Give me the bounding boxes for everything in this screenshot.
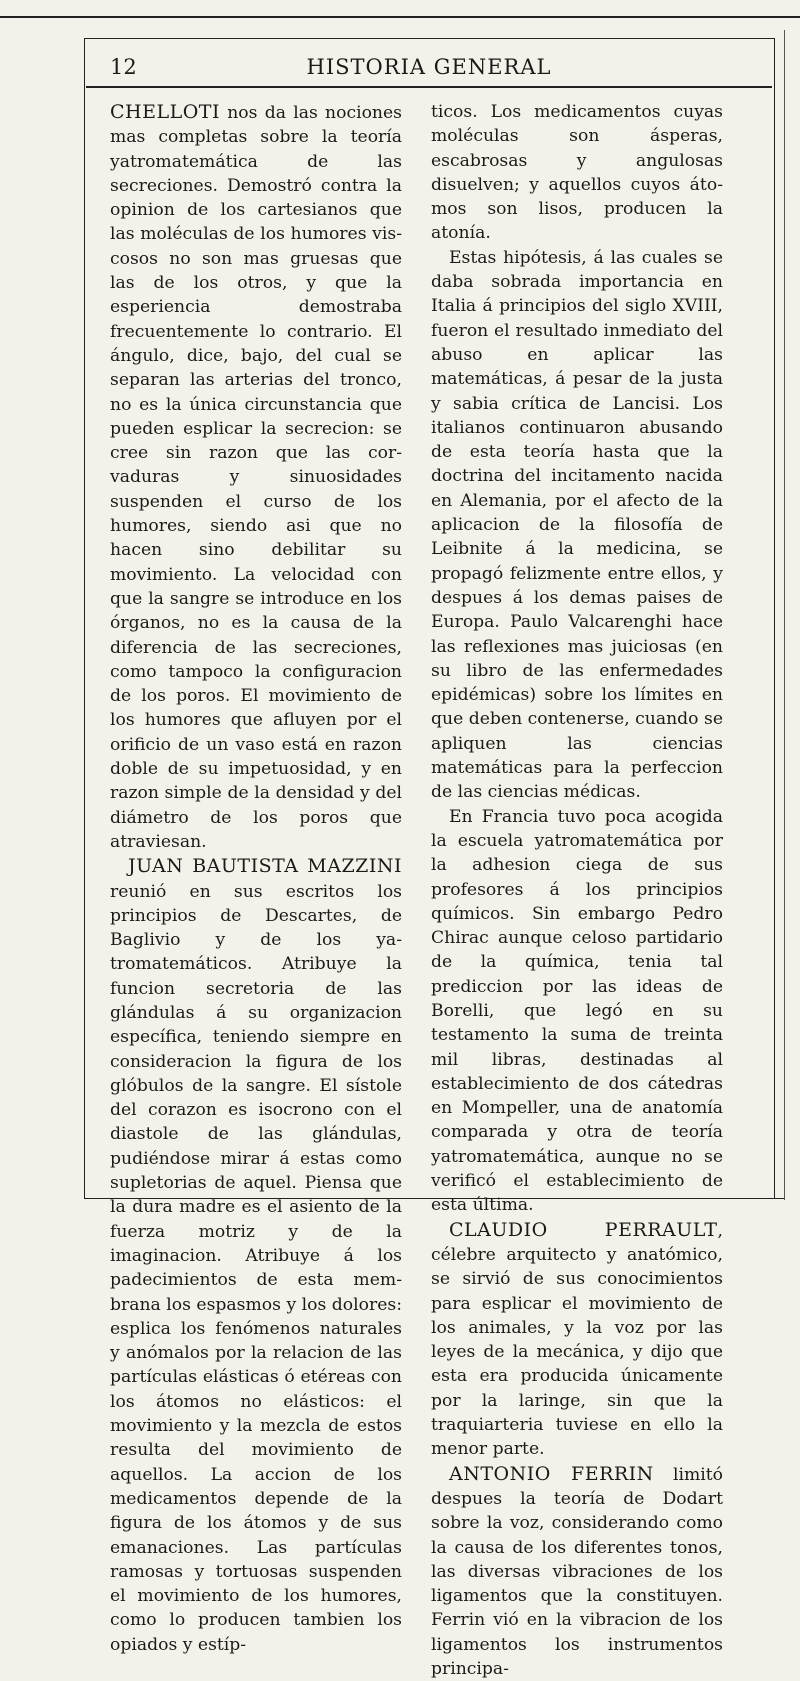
frame-right-line	[774, 38, 775, 1198]
right-column	[431, 100, 723, 1681]
person-name: CHELLOTI	[110, 101, 220, 123]
paragraph-chelloti	[110, 100, 402, 854]
running-title: HISTORIA GENERAL	[306, 55, 552, 79]
paragraph-text: nos da las nociones mas completas sobre la teoría yatromatemática de las secreciones. Demostró contra la opinion de los cartesianos que las moléculas de los humores viscosos no son mas gruesas que las de los otros, y que la esperiencia demostraba frecuentemente lo contrario. El ángulo, dice, bajo, del cual se separan las arterias del tronco, no es la única circunstancia que pueden esplicar la secrecion: se cree sin razon que las corvaduras y sinuosidades suspenden el curso de los humores, siendo asi que no hacen sino debilitar su movimiento. La velocidad con que la sangre se introduce en los órganos, no es la causa de la diferencia de las secreciones, como tampoco la configuracion de los poros. El movimiento de los humores que afluyen por el orificio de un vaso está en razon doble de su impetuosidad, y en razon simple de la densidad y del diámetro de los poros que atraviesan.	[110, 103, 402, 852]
frame-left-line	[84, 38, 85, 1198]
header-rule	[86, 86, 772, 88]
paragraph-hipotesis: Estas hipótesis, á las cuales se daba sobrada importancia en Italia á principios del siglo XVIII, fueron el resultado inmediato del abuso en aplicar las matemáticas, á pesar de la justa y sabia crítica de Lancisi. Los italianos continuaron abusando de esta teoría hasta que la doctrina del incitamento nacida en Alemania, por el afecto de la aplicacion de la filosofía de Leibnite á la medicina, se propagó felizmente entre ellos, y despues á los demas paises de Europa. Paulo Valcarenghi hace las reflexiones mas juiciosas (en su libro de las enfermedades epidémicas) sobre los límites en que deben contenerse, cuando se apliquen las ciencias matemáticas para la perfeccion de las ciencias médicas.	[431, 247, 723, 803]
person-name: ANTONIO FERRIN	[449, 1462, 654, 1485]
paragraph-ferrin	[431, 1462, 723, 1681]
top-border-rule	[0, 16, 800, 18]
paragraph-text: limitó despues la teoría de Dodart sobre la voz, considerando como la causa de los diferentes tonos, las diversas vibraciones de los ligamentos que la constituyen. Ferrin vió en la vibracion de los ligamentos los instrumentos principa-	[431, 1464, 723, 1679]
left-column	[110, 100, 402, 1657]
paragraph-text: reunió en sus escritos los principios de Descartes, de Baglivio y de los yatromatemáticos. Atribuye la funcion secretoria de las glándulas á su organizacion específica, teniendo siempre en consideracion la figura de los glóbulos de la sangre. El sístole del corazon es isocrono con el diastole de las glándulas, pudiéndose mirar á estas como supletorias de aquel. Piensa que la dura madre es el asiento de la fuerza motriz y de la imaginacion. Atribuye á los padecimientos de esta membrana los espasmos y los dolores: esplica los fenómenos naturales y anómalos por la relacion de las partículas elásticas ó etéreas con los átomos no elásticos: el movimiento y la mezcla de estos resulta del movimiento de aquellos. La accion de los medicamentos depende de la figura de los átomos y de sus emanaciones. Las partículas ramosas y tortuosas suspenden el movimiento de los humores, como lo producen tambien los opiados y estíp-	[110, 881, 402, 1655]
paragraph-francia: En Francia tuvo poca acogida la escuela yatromatemática por la adhesion ciega de sus profesores á los principios químicos. Sin embargo Pedro Chirac aunque celoso partidario de la química, tenia tal prediccion por las ideas de Borelli, que legó en su testamento la suma de treinta mil libras, destinadas al establecimiento de dos cátedras en Mompeller, una de anatomía comparada y otra de teoría yatromatemática, aunque no se verificó el establecimiento de esta última.	[431, 806, 723, 1216]
paragraph-perrault	[431, 1218, 723, 1462]
running-head	[86, 55, 772, 83]
frame-outer-right-line	[784, 30, 785, 1200]
paragraph-mazzini	[110, 854, 402, 1657]
paragraph-text: , célebre arquitecto y anatómico, se sirvió de sus conocimientos para esplicar el movimiento de los animales, y la voz por las leyes de la mecánica, y dijo que esta era producida únicamente por la laringe, sin que la traquiarteria tuviese en ello la menor parte.	[431, 1220, 723, 1460]
person-name: JUAN BAUTISTA MAZZINI	[128, 855, 402, 878]
person-name: CLAUDIO PERRAULT	[449, 1218, 718, 1241]
paragraph-continuation: ticos. Los medicamentos cuyas moléculas son ásperas, escabrosas y angulosas disuelven; y aquellos cuyos átomos son lisos, producen la atonía.	[431, 102, 723, 244]
page-number: 12	[110, 55, 137, 79]
frame-top-line	[84, 38, 774, 39]
